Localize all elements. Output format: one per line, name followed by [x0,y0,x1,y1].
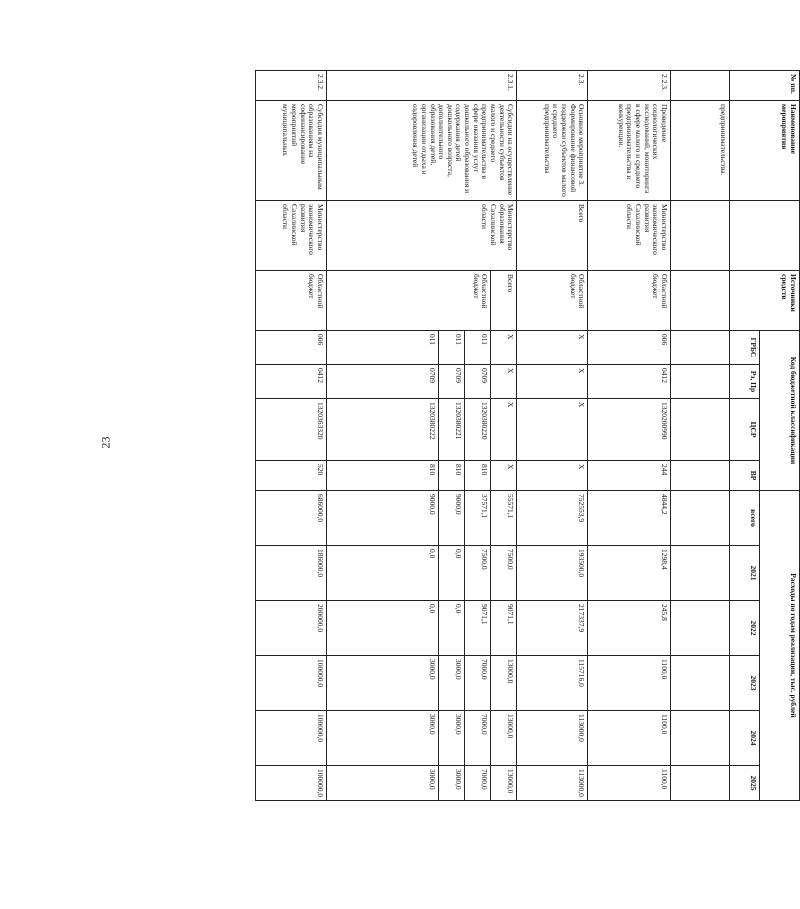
cell-grbs: 011 [326,331,438,365]
cell-2022: 0,0 [326,601,438,656]
cell-csr [670,399,729,461]
cell-rzpr: Х [517,365,588,399]
header-2021: 2021 [730,546,760,601]
cell-2025 [670,766,729,801]
header-rzpr: Рз, Пр [730,365,760,399]
cell-executor: Министерство экономического развития Сахалинской области [588,201,671,271]
header-2022: 2022 [730,601,760,656]
cell-2022: 245,8 [588,601,671,656]
header-name: Наименование мероприятия [730,101,800,201]
cell-total: 752553,9 [517,491,588,546]
cell-2023: 7000,0 [465,656,491,711]
cell-2023: 115716,0 [517,656,588,711]
cell-executor: Министерство образования Сахалинской области [326,201,516,271]
header-source: Источники средств [730,271,800,331]
cell-2023 [670,656,729,711]
cell-2022: 0,0 [439,601,465,656]
cell-grbs: 006 [588,331,671,365]
cell-total: 4844,2 [588,491,671,546]
cell-source: Всего [491,271,517,331]
header-total: всего [730,491,760,546]
cell-name: предпринимательства. [670,101,729,201]
cell-total: 55571,1 [491,491,517,546]
cell-grbs: Х [491,331,517,365]
cell-2024: 7000,0 [465,711,491,766]
header-executor [730,201,800,271]
cell-rzpr: 0412 [588,365,671,399]
cell-2022: 9071,1 [465,601,491,656]
cell-rzpr: Х [491,365,517,399]
cell-2024: 13000,0 [491,711,517,766]
header-csr: ЦСР [730,399,760,461]
cell-num: 2.2.3. [588,71,671,101]
header-expenses: Расходы по годам реализации, тыс. рублей [760,491,800,801]
cell-rzpr: 0709 [465,365,491,399]
rotated-table-container [255,70,800,800]
cell-2022: 200000,0 [256,601,327,656]
table-row [491,71,517,801]
header-grbs: ГРБС [730,331,760,365]
cell-2021: 0,0 [326,546,438,601]
cell-2025: 100000,0 [256,766,327,801]
cell-vr: 244 [588,461,671,491]
header-2024: 2024 [730,711,760,766]
cell-grbs: 006 [256,331,327,365]
cell-name: Субсидии на осуществление деятельности субъектов малого и среднего предпринимательства в сфере оказания услуг дошкольного образования и содержания детей дошкольного возраста, дополнительного образования детей, организации отдыха и оздоровления детей [326,101,516,201]
header-vr: ВР [730,461,760,491]
cell-2022: 9071,1 [491,601,517,656]
cell-grbs [670,331,729,365]
cell-grbs: Х [517,331,588,365]
cell-2025: 3000,0 [439,766,465,801]
cell-vr: 810 [326,461,438,491]
cell-num: 2.3.2. [256,71,327,101]
cell-num: 2.3.1. [326,71,516,101]
cell-executor: Министерство экономического развития Сахалинской области [256,201,327,271]
cell-2023: 3000,0 [439,656,465,711]
cell-source: Областной бюджет [588,271,671,331]
cell-vr: 520 [256,461,327,491]
cell-2025: 13000,0 [491,766,517,801]
cell-total [670,491,729,546]
budget-table [255,70,800,801]
cell-csr: 1320363320 [256,399,327,461]
cell-source: Областной бюджет [326,271,490,331]
table-row [670,71,729,801]
cell-source [670,271,729,331]
cell-2024: 1100,0 [588,711,671,766]
cell-csr: 1320380222 [326,399,438,461]
cell-csr: 1320200990 [588,399,671,461]
cell-csr: Х [517,399,588,461]
cell-rzpr: 0412 [256,365,327,399]
cell-2022 [670,601,729,656]
cell-name: Субсидия муниципальным образованиям на софинансирование мероприятий муниципальных [256,101,327,201]
cell-total: 37571,1 [465,491,491,546]
cell-2024 [670,711,729,766]
cell-2023: 1100,0 [588,656,671,711]
cell-2023: 100000,0 [256,656,327,711]
header-2023: 2023 [730,656,760,711]
cell-2023: 13000,0 [491,656,517,711]
cell-2021: 0,0 [439,546,465,601]
cell-2024: 113000,0 [517,711,588,766]
cell-2025: 3000,0 [326,766,438,801]
cell-executor [670,201,729,271]
cell-total: 9000,0 [439,491,465,546]
header-budget-code: Код бюджетной классификации [760,331,800,491]
cell-2021: 7500,0 [491,546,517,601]
table-row [517,71,588,801]
cell-2021: 186000,0 [256,546,327,601]
cell-2023: 3000,0 [326,656,438,711]
header-num: № пп. [730,71,800,101]
table-row [588,71,671,801]
cell-total: 686000,0 [256,491,327,546]
cell-rzpr: 0709 [439,365,465,399]
cell-grbs: 011 [465,331,491,365]
cell-rzpr [670,365,729,399]
cell-grbs: 011 [439,331,465,365]
cell-rzpr: 0709 [326,365,438,399]
cell-2024: 3000,0 [326,711,438,766]
cell-2021: 193500,0 [517,546,588,601]
cell-2021: 1298,4 [588,546,671,601]
cell-name: Проведение социологических исследований, мониторинга в сфере малого и среднего предпринимательства и конкуренции. [588,101,671,201]
cell-2024: 3000,0 [439,711,465,766]
cell-name: Основное мероприятие 3. Формирование финансовой поддержки субъектов малого и среднего предпринимательства [517,101,588,201]
header-2025: 2025 [730,766,760,801]
cell-vr: Х [517,461,588,491]
cell-2021: 7500,0 [465,546,491,601]
cell-2021 [670,546,729,601]
cell-num: 2.3. [517,71,588,101]
cell-num [670,71,729,101]
cell-2025: 7000,0 [465,766,491,801]
cell-executor: Всего [517,201,588,271]
cell-vr: 810 [439,461,465,491]
cell-csr: 1320380221 [439,399,465,461]
cell-source: Областной бюджет [517,271,588,331]
cell-csr: 1320380220 [465,399,491,461]
page-number: 23 [98,436,113,449]
table-row [256,71,327,801]
cell-vr: 810 [465,461,491,491]
cell-total: 9000,0 [326,491,438,546]
cell-csr: Х [491,399,517,461]
cell-2022: 217337,9 [517,601,588,656]
cell-2025: 1100,0 [588,766,671,801]
cell-vr [670,461,729,491]
cell-vr: Х [491,461,517,491]
cell-2025: 113000,0 [517,766,588,801]
cell-2024: 100000,0 [256,711,327,766]
cell-source: Областной бюджет [256,271,327,331]
